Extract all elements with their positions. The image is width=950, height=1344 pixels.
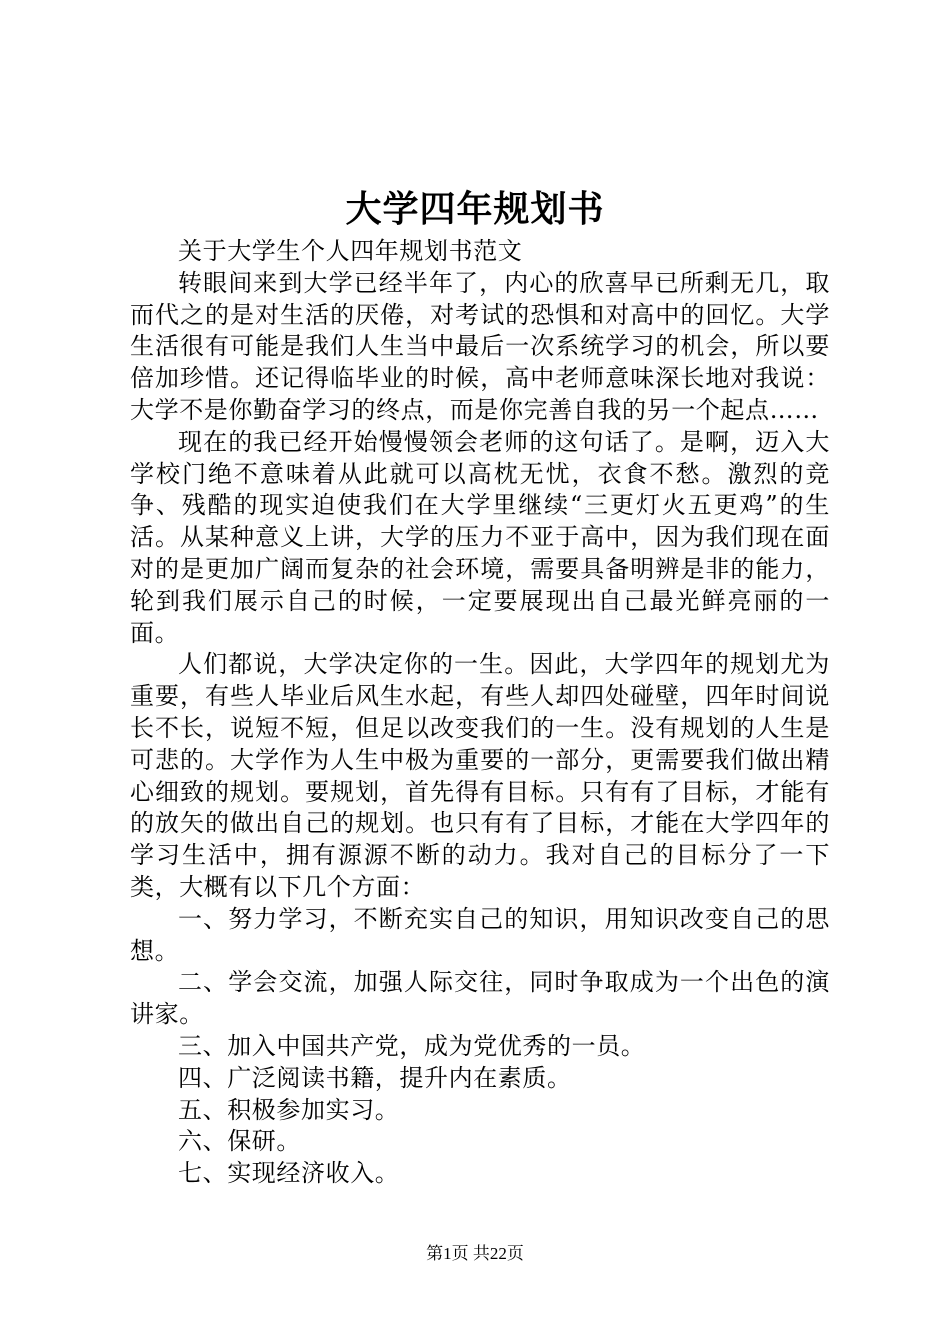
page-number-footer: 第1页 共22页 xyxy=(426,1244,524,1263)
goal-item: 一、努力学习，不断充实自己的知识，用知识改变自己的思想。 xyxy=(130,904,830,965)
document-title: 大学四年规划书 xyxy=(345,188,605,230)
goal-item: 七、实现经济收入。 xyxy=(178,1159,400,1188)
subtitle-paragraph: 关于大学生个人四年规划书范文 xyxy=(178,237,523,265)
goal-item: 四、广泛阅读书籍，提升内在素质。 xyxy=(178,1063,572,1092)
body-paragraph: 转眼间来到大学已经半年了，内心的欣喜早已所剩无几，取而代之的是对生活的厌倦，对考试的恐惧和对高中的回忆。大学生活很有可能是我们人生当中最后一次系统学习的机会，所以要倍加珍惜。还记得临毕业的时候，高中老师意味深长地对我说：大学不是你勤奋学习的终点，而是你完善自我的另一个起点…… xyxy=(130,268,830,424)
goal-item: 五、积极参加实习。 xyxy=(178,1095,400,1124)
body-paragraph: 现在的我已经开始慢慢领会老师的这句话了。是啊，迈入大学校门绝不意味着从此就可以高枕无忧，衣食不愁。激烈的竞争、残酷的现实迫使我们在大学里继续“三更灯火五更鸡”的生活。从某种意义上讲，大学的压力不亚于高中，因为我们现在面对的是更加广阔而复杂的社会环境，需要具备明辨是非的能力，轮到我们展示自己的时候，一定要展现出自己最光鲜亮丽的一面。 xyxy=(130,427,830,647)
body-paragraph: 人们都说，大学决定你的一生。因此，大学四年的规划尤为重要，有些人毕业后风生水起，有些人却四处碰壁，四年时间说长不长，说短不短，但足以改变我们的一生。没有规划的人生是可悲的。大学作为人生中极为重要的一部分，更需要我们做出精心细致的规划。要规划，首先得有目标。只有有了目标，才能有的放矢的做出自己的规划。也只有有了目标，才能在大学四年的学习生活中，拥有源源不断的动力。我对自己的目标分了一下类，大概有以下几个方面： xyxy=(130,650,830,901)
document-body xyxy=(130,236,830,1190)
goal-item: 三、加入中国共产党，成为党优秀的一员。 xyxy=(178,1031,646,1060)
goal-item: 二、学会交流，加强人际交往，同时争取成为一个出色的演讲家。 xyxy=(130,968,830,1029)
goal-item: 六、保研。 xyxy=(178,1127,301,1156)
